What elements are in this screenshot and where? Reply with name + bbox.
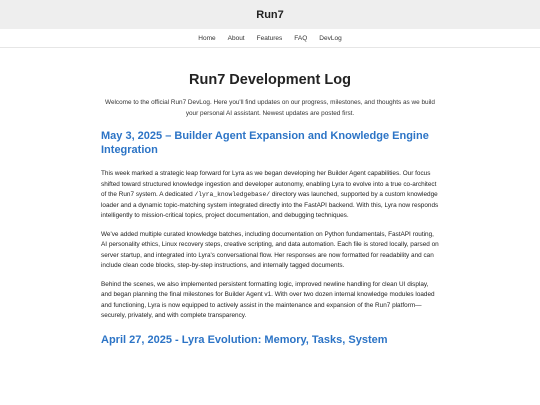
entry-title: May 3, 2025 – Builder Agent Expansion and Knowledge Engine Integration <box>101 130 429 156</box>
entry-title: April 27, 2025 - Lyra Evolution: Memory, Tasks, System <box>101 333 388 346</box>
devlog-entry <box>101 334 439 346</box>
entry-paragraph <box>101 169 439 222</box>
devlog-entry <box>101 129 439 322</box>
brand-logo[interactable]: Run7 <box>256 8 284 21</box>
nav-faq-link[interactable]: FAQ <box>294 34 308 42</box>
nav-home-link[interactable]: Home <box>198 34 216 42</box>
entry-paragraph: Behind the scenes, we also implemented persistent formatting logic, improved newline handling for clean UI display, and began planning the final milestones for Builder Agent v1. With over two dozen internal knowledge modules loaded and functioning, Lyra is now equipped to actively assist in the maintenance and expansion of the Run7 platform—securely, privately, and with complete transparency. <box>101 280 435 319</box>
nav-devlog-link[interactable]: DevLog <box>319 34 342 42</box>
page-title: Run7 Development Log <box>189 72 351 88</box>
main-nav <box>0 29 540 48</box>
intro-text: Welcome to the official Run7 DevLog. Here you'll find updates on our progress, milestones, and thoughts as we build your personal AI assistant. Newest updates are posted first. <box>105 99 435 117</box>
entry-paragraph: We've added multiple curated knowledge batches, including documentation on Python fundamentals, FastAPI routing, AI personality ethics, Linux recovery steps, creative scripting, and data automation. Each file is stored locally, parsed on server startup, and integrated into Lyra's conversational flow. Her responses are now formatted for readability and can include clean code blocks, step-by-step instructions, and internally tagged documents. <box>101 230 439 269</box>
devlog-content <box>101 72 439 346</box>
paragraph-text: This week marked a strategic leap forward for Lyra as we began developing her Builder Agent capabilities. Our focus shifted toward structured knowledge ingestion and developer autonomy, enabling Lyra to evolve into a true co-architect of the Run7 system. A dedicated <box>101 170 437 198</box>
paragraph-text: directory was launched, supported by a custom knowledge loader and a dynamic topic-matching system integrated directly into the FastAPI backend. With this, Lyra now responds intelligently to mission-critical topics, project documentation, and debugging techniques. <box>101 191 439 219</box>
directory-code: /lyra_knowledgebase/ <box>194 191 271 198</box>
site-header <box>0 0 540 29</box>
nav-features-link[interactable]: Features <box>256 34 283 42</box>
nav-about-link[interactable]: About <box>227 34 245 42</box>
